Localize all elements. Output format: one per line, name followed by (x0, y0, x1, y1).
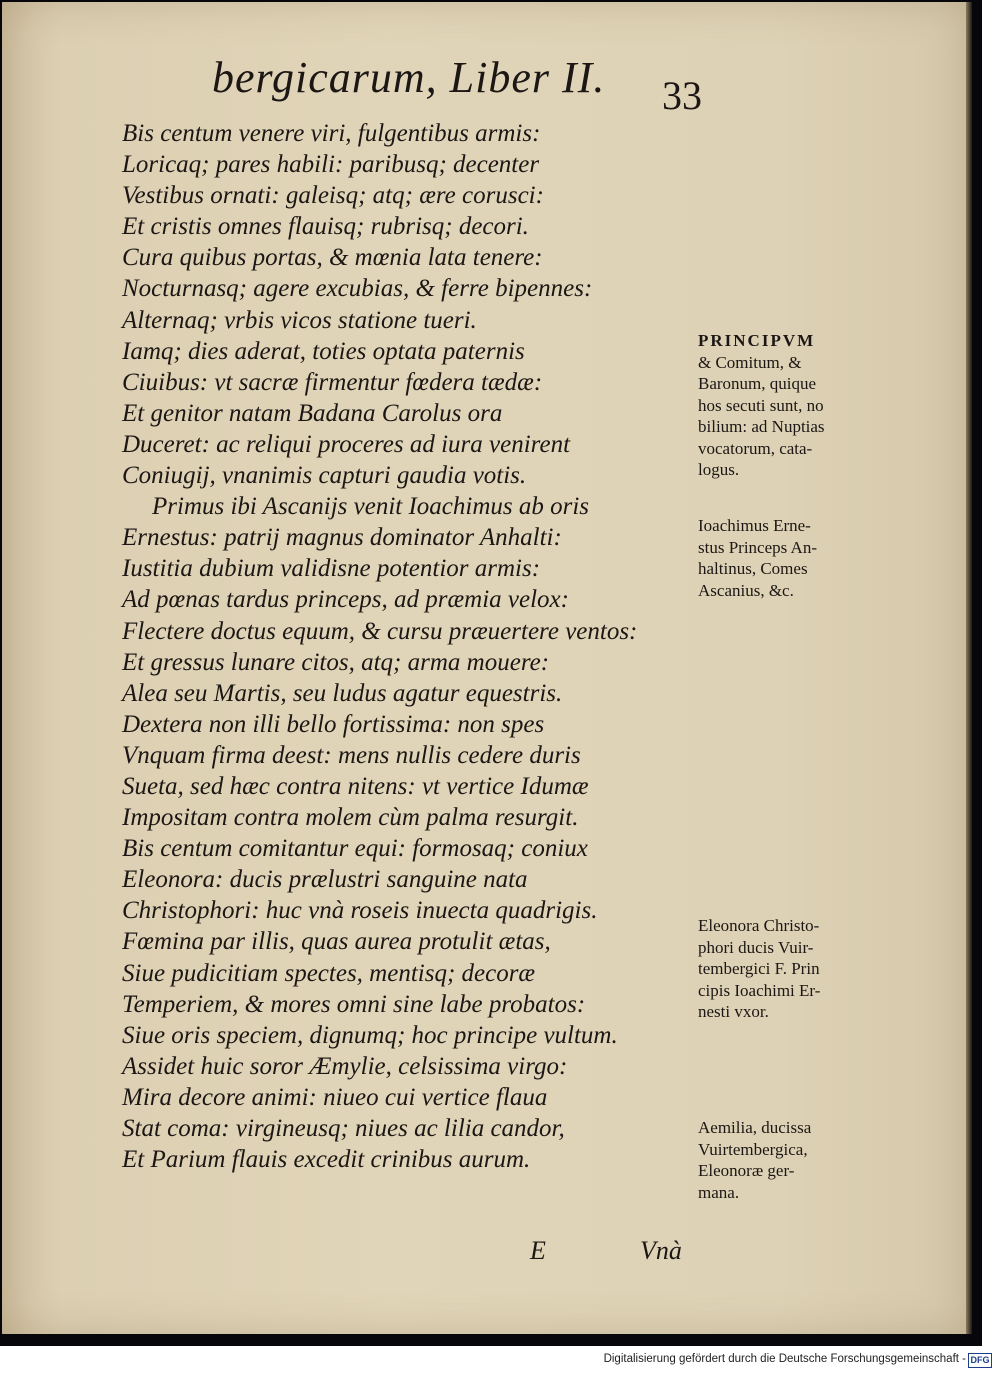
verse-line: Et gressus lunare citos, atq; arma mouere: (122, 648, 550, 676)
note-line: vocatorum, cata- (698, 438, 813, 458)
marginal-note-eleonora (698, 915, 868, 1023)
verse-line: Eleonora: ducis prælustri sanguine nata (122, 866, 528, 894)
marginal-note-aemilia (698, 1117, 868, 1203)
verse-line: Fœmina par illis, quas aurea protulit ætas, (122, 928, 551, 956)
verse-line: Assidet huic soror Æmylie, celsissima virgo: (122, 1052, 568, 1080)
verse-line: Sueta, sed hæc contra nitens: vt vertice Idumæ (122, 772, 589, 800)
note-line: phori ducis Vuir- (698, 937, 814, 957)
verse-line: Primus ibi Ascanijs venit Ioachimus ab oris (152, 493, 590, 521)
note-line: Ioachimus Erne- (698, 516, 811, 535)
verse-line: Iustitia dubium validisne potentior armis: (122, 555, 541, 583)
verse-line: Duceret: ac reliqui proceres ad iura venirent (122, 430, 571, 458)
note-line: stus Princeps An- (698, 537, 817, 557)
note-line: bilium: ad Nuptias (698, 417, 825, 436)
verse-line: Flectere doctus equum, & cursu præuertere ventos: (122, 617, 638, 645)
note-line: cipis Ioachimi Er- (698, 980, 821, 1000)
verse-line: Nocturnasq; agere excubias, & ferre bipennes: (122, 275, 593, 303)
note-line: Baronum, quique (698, 374, 817, 393)
verse-line: Ad pœnas tardus princeps, ad præmia velox: (122, 586, 569, 614)
page-number: 33 (662, 73, 702, 118)
dfg-logo[interactable]: DFG (968, 1353, 992, 1368)
note-line: haltinus, Comes (698, 559, 808, 578)
note-line: tembergici F. Prin (698, 959, 820, 978)
verse-line: Alternaq; vrbis vicos statione tueri. (122, 306, 477, 334)
note-line: Eleonora Christo- (698, 916, 820, 935)
signature-mark: E (530, 1236, 546, 1265)
verse-line: Cura quibus portas, & mœnia lata tenere: (122, 244, 543, 272)
marginal-note-catalogue (698, 330, 868, 481)
verse-line: Et genitor natam Badana Carolus ora (122, 399, 503, 427)
verse-line: Loricaq; pares habili: paribusq; decenter (122, 151, 540, 179)
catchword: Vnà (640, 1236, 682, 1265)
verse-line: Temperiem, & mores omni sine labe probatos: (122, 990, 586, 1018)
verse-line: Alea seu Martis, seu ludus agatur equestris. (122, 679, 563, 707)
verse-line: Siue oris speciem, dignumq; hoc principe vultum. (122, 1021, 618, 1049)
verse-line: Christophori: huc vnà roseis inuecta quadrigis. (122, 897, 598, 925)
verse-line: Stat coma: virgineusq; niues ac lilia candor, (122, 1115, 565, 1142)
verse-line: Mira decore animi: niueo cui vertice flaua (122, 1083, 548, 1111)
verse-text (122, 118, 662, 1175)
note-line: nesti vxor. (698, 1002, 769, 1021)
note-line: Eleonoræ ger- (698, 1161, 795, 1180)
note-line: Vuirtembergica, (698, 1139, 808, 1159)
verse-line: Vestibus ornati: galeisq; atq; ære corusci: (122, 182, 544, 210)
verse-line: Siue pudicitiam spectes, mentisq; decoræ (122, 959, 536, 987)
note-line: Ascanius, &c. (698, 580, 794, 600)
verse-line: Ciuibus: vt sacræ firmentur fœdera tædæ: (122, 368, 543, 396)
marginal-note-ioachimus (698, 515, 868, 601)
verse-line: Bis centum venere viri, fulgentibus armis: (122, 120, 541, 147)
verse-line: Et cristis omnes flauisq; rubrisq; decori. (122, 213, 529, 241)
verse-line: Iamq; dies aderat, toties optata paternis (122, 337, 525, 365)
note-line: mana. (698, 1182, 740, 1202)
verse-line: Vnquam firma deest: mens nullis cedere duris (122, 741, 581, 769)
page-edge-shadow (966, 2, 972, 1334)
verse-line: Coniugij, vnanimis capturi gaudia votis. (122, 462, 527, 490)
note-line: hos secuti sunt, no (698, 395, 824, 415)
verse-line: Bis centum comitantur equi: formosaq; coniux (122, 835, 588, 863)
digitization-credit: Digitalisierung gefördert durch die Deutsche Forschungsgemeinschaft - (603, 1353, 966, 1365)
verse-line: Dextera non illi bello fortissima: non spes (122, 710, 545, 738)
verse-line: Impositam contra molem cùm palma resurgit. (122, 804, 579, 832)
note-line: PRINCIPVM (698, 331, 816, 350)
note-line: & Comitum, & (698, 352, 802, 372)
running-title: bergicarum, Liber II. (212, 53, 606, 102)
note-line: logus. (698, 460, 740, 479)
verse-line: Ernestus: patrij magnus dominator Anhalti: (122, 524, 562, 552)
verse-line: Et Parium flauis excedit crinibus aurum. (122, 1146, 531, 1174)
note-line: Aemilia, ducissa (698, 1118, 812, 1137)
